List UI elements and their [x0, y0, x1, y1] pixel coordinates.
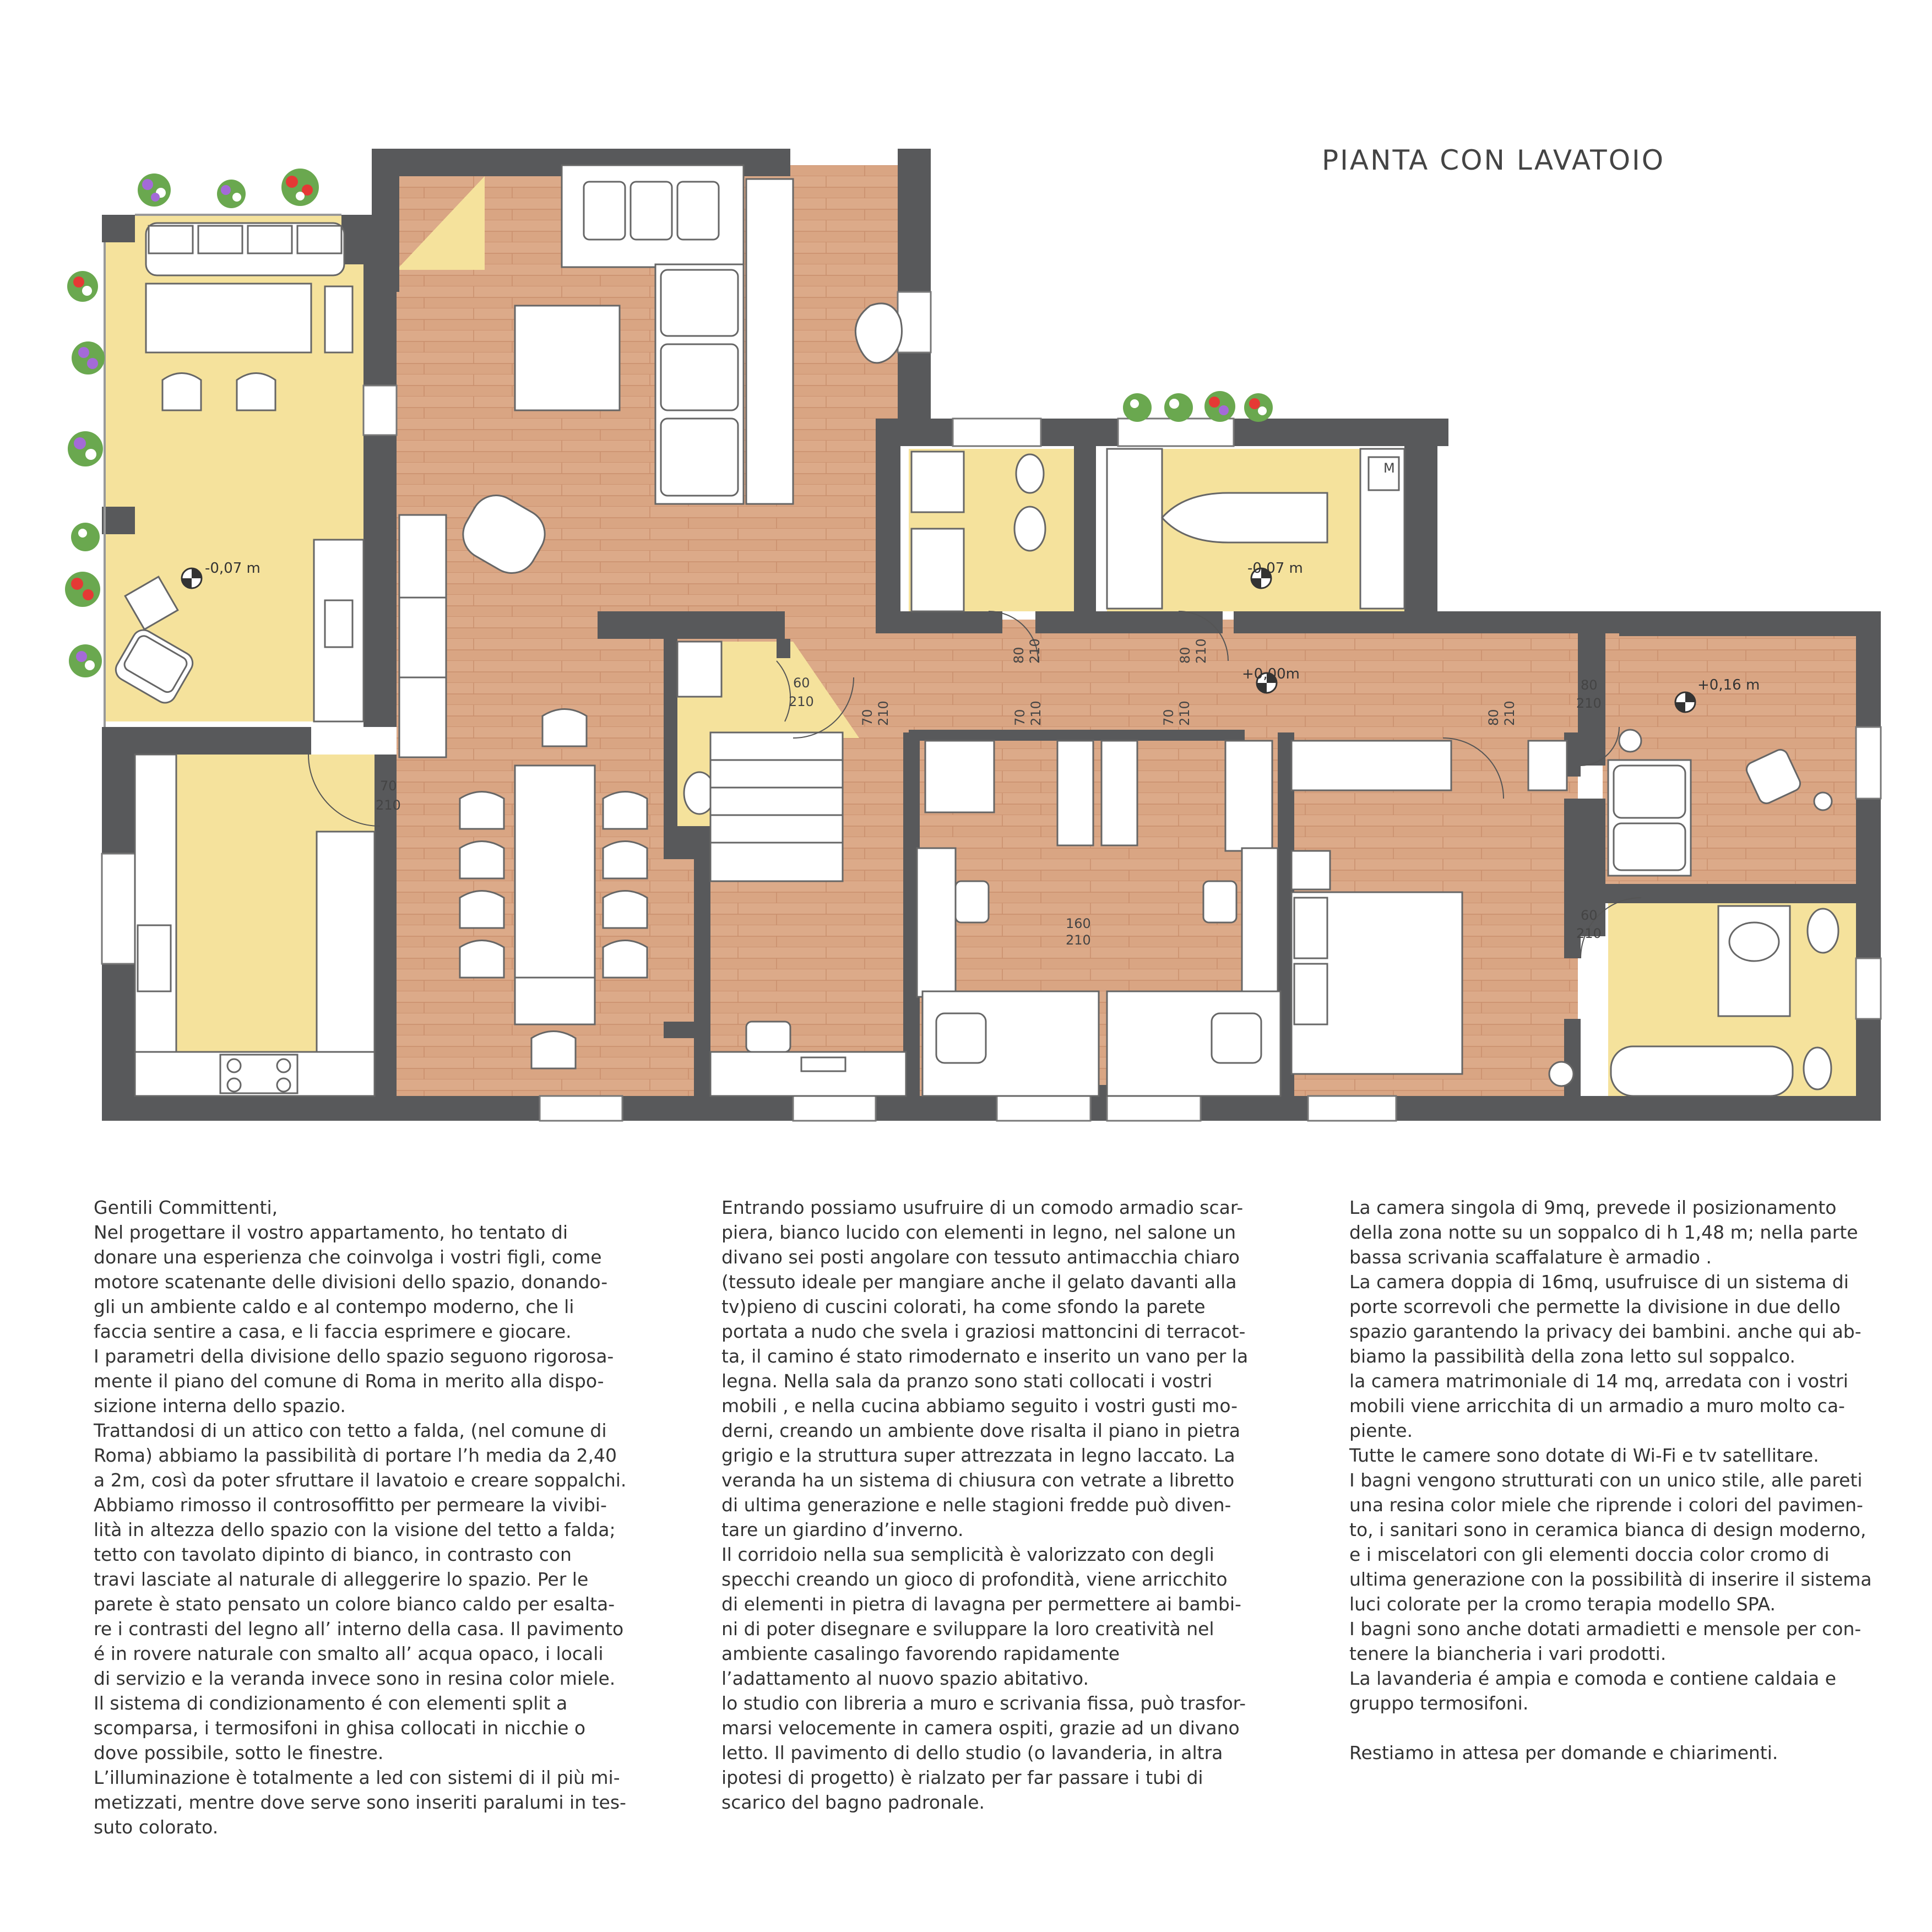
plant-icon — [281, 169, 319, 206]
plant-icon — [1164, 393, 1193, 422]
door-master-height: 210 — [1502, 701, 1517, 726]
window — [540, 1096, 622, 1121]
window — [1107, 1096, 1201, 1121]
wall — [777, 639, 790, 658]
washbasin — [911, 452, 964, 512]
page-title: PIANTA CON LAVATOIO — [1322, 144, 1665, 176]
door-laundry-width: 80 — [1177, 647, 1193, 664]
bench-cushion — [248, 226, 292, 253]
veranda-chair — [237, 373, 275, 411]
wall — [1234, 611, 1619, 633]
dining-chair — [460, 941, 504, 978]
wardrobe — [1057, 741, 1093, 845]
wall — [102, 507, 135, 534]
door-single-width: 70 — [1012, 709, 1028, 726]
sofa-cushion — [1614, 823, 1685, 870]
monitor — [801, 1057, 845, 1071]
wall — [102, 1096, 1881, 1121]
door-bath-left-width: 80 — [1011, 647, 1027, 664]
floor-lamp — [1814, 793, 1832, 810]
plant-icon — [68, 431, 103, 466]
dining-table — [515, 766, 595, 1024]
wall — [1856, 611, 1881, 1099]
plant-icon — [217, 180, 246, 208]
wall — [598, 611, 785, 639]
basin — [1729, 922, 1779, 961]
dining-chair — [460, 792, 504, 829]
plant-icon — [1244, 393, 1273, 422]
door-master-width: 80 — [1486, 709, 1501, 726]
level-veranda: -0,07 m — [205, 560, 261, 577]
dining-island — [515, 306, 620, 410]
kitchen-sink — [138, 925, 171, 991]
shoe-cabinet — [746, 179, 793, 504]
wall — [1564, 1019, 1581, 1099]
shower — [677, 642, 721, 697]
wall — [898, 352, 931, 419]
level-corridor: +0,00m — [1242, 666, 1300, 682]
sofa-cushion — [661, 270, 738, 336]
sofa-cushion — [661, 419, 738, 496]
bath-lamp — [1549, 1062, 1573, 1086]
veranda-side-shelf — [325, 286, 352, 352]
pillow — [1212, 1013, 1261, 1063]
window — [363, 386, 397, 435]
description-column-1: Gentili Committenti, Nel progettare il vostro appartamento, ho tentato di donare una esperienza che coinvolga i vostri figli, come motore scatenante delle divisioni dello spazio, donando- gli un ambiente caldo e al contempo moderno, che li faccia sentire a casa, e li faccia esprimere e giocare. I parametri della divisione dello spazio seguono rigorosa- mente il piano del comune di Roma in merito alla dispo- sizione interna dello spazio. Trattandosi di un attico con tetto a falda, (nel comune di Roma) abbiamo la passibilità di portare l’h media da 2,40 a 2m, così da poter sfruttare il lavatoio e creare soppalchi. Abbiamo rimosso il controsoffitto per permeare la vivibi- lità in altezza dello spazio con la visione del tetto a falda; tetto con tavolato dipinto di bianco, in contrasto con travi lasciate al naturale di alleggerire lo spazio. Per le parete è stato pensato un colore bianco caldo per esalta- re i contrasti del legno all’ interno della casa. Il pavimento é in rovere naturale con smalto all’ acqua opaco, i locali di servizio e la veranda invece sono in resina color miele. Il sistema di condizionamento é con elementi split a scomparsa, i termosifoni in ghisa collocati in nicchie o dove possibile, sotto le finestre. L’illuminazione è totalmente a led con sistemi di il più mi- metizzati, mentre dove serve sono inseriti paralumi in tes- suto colorato. — [94, 1197, 627, 1838]
stairs — [710, 732, 843, 881]
door-single-height: 210 — [1028, 701, 1044, 726]
wardrobe — [1101, 741, 1137, 845]
dining-chair — [531, 1032, 576, 1069]
wall — [363, 264, 397, 386]
bench-cushion — [198, 226, 242, 253]
window — [102, 854, 135, 964]
dining-chair — [542, 709, 587, 747]
sofa-cushion — [677, 182, 719, 240]
door-stair-width: 70 — [860, 709, 875, 726]
bathtub — [1611, 1046, 1793, 1096]
toilet — [1808, 909, 1838, 953]
laundry-boiler-label: M — [1383, 460, 1395, 476]
nightstand — [1291, 851, 1330, 889]
wall — [1035, 611, 1223, 633]
wardrobe — [1225, 741, 1272, 851]
dining-chair — [603, 891, 647, 929]
desk-chair — [956, 881, 989, 922]
window — [953, 419, 1041, 446]
burner — [277, 1059, 290, 1072]
level-marker-icon — [182, 568, 202, 588]
desk — [1242, 848, 1278, 997]
sofa-cushion — [584, 182, 625, 240]
door-kitchen-width: 70 — [380, 778, 397, 794]
door-bath-small-height: 210 — [789, 694, 814, 709]
plant-icon — [69, 644, 102, 677]
level-marker-icon — [1675, 692, 1695, 712]
door-bath-master-height: 210 — [1576, 926, 1602, 941]
wall — [363, 435, 397, 727]
sofa-cushion — [631, 182, 672, 240]
plant-icon — [72, 341, 105, 375]
wall — [898, 149, 931, 292]
level-study: +0,16 m — [1697, 677, 1760, 693]
door-bath-small-width: 60 — [793, 675, 810, 691]
wall — [892, 611, 1002, 633]
pillow — [936, 1013, 986, 1063]
ironing-board — [1162, 493, 1327, 542]
dining-chair — [460, 842, 504, 879]
door-double-height: 210 — [1177, 701, 1192, 726]
sliding-door-width: 160 — [1066, 916, 1091, 931]
desk — [917, 848, 956, 997]
wall — [1074, 419, 1096, 611]
dining-chair — [603, 941, 647, 978]
plant-icon — [1204, 391, 1235, 422]
pillow — [1294, 964, 1327, 1024]
bidet — [1804, 1048, 1831, 1089]
plant-icon — [138, 173, 171, 207]
door-bath-master-width: 60 — [1581, 908, 1598, 923]
wall — [1619, 611, 1873, 636]
sofa-cushion — [661, 344, 738, 410]
window — [793, 1096, 876, 1121]
bench-cushion — [297, 226, 341, 253]
wall — [664, 639, 677, 843]
bench-cushion — [149, 226, 193, 253]
door-study-height: 210 — [1576, 696, 1602, 711]
burner — [227, 1078, 241, 1092]
description-column-3: La camera singola di 9mq, prevede il posizionamento della zona notte su un soppalco di h 1,48 m; nella parte bassa scrivania scaffalature è armadio . La camera doppia di 16mq, usufruisce di un sistema di porte scorrevoli che permette la divisione in due dello spazio garantendo la privacy dei bambini. anche qui ab- biamo la passibilità della zona letto sul soppalco. la camera matrimoniale di 14 mq, arredata con i vostri mobili viene arricchita di un armadio a muro molto ca- piente. Tutte le camere sono dotate di Wi-Fi e tv satellitare. I bagni vengono strutturati con un unico stile, alle pareti una resina color miele che riprende i colori del pavimen- to, i sanitari sono in ceramica bianca di design moderno, e i miscelatori con gli elementi doccia color cromo di ultima generazione con la possibilità di inserire il sistema luci colorate per la cromo terapia modello SPA. I bagni sono anche dotati armadietti e mensole per con- tenere la biancheria i vari prodotti. La lavanderia é ampia e comoda e contiene caldaia e gruppo termosifoni. Restiamo in attesa per domande e chiarimenti. — [1349, 1197, 1872, 1763]
wardrobe — [1528, 741, 1567, 790]
plant-icon — [71, 523, 100, 551]
study-chair — [746, 1022, 790, 1052]
sofa-cushion — [1614, 766, 1685, 818]
wall — [102, 727, 311, 755]
wall — [1404, 419, 1437, 611]
description-column-2: Entrando possiamo usufruire di un comodo armadio scar- piera, bianco lucido con elementi in legno, nel salone un divano sei posti angolare con tessuto antimacchia chiaro (tessuto ideale per mangiare anche il gelato davanti alla tv)pieno di cuscini colorati, ha come sfondo la parete portata a nudo che svela i graziosi mattoncini di terracot- ta, il camino é stato rimodernato e inserito un vano per la legna. Nella sala da pranzo sono stati collocati i vostri mobili , e nella cucina abbiamo seguito i vostri gusti mo- derni, creando un ambiente dove risalta il piano in pietra grigio e la struttura super attrezzata in legno laccato. La veranda ha un sistema di chiusura con vetrate a libretto di ultima generazione e nelle stagioni fredde può diven- tare un giardino d’inverno. Il corridoio nella sua semplicità è valorizzato con degli specchi creando un gioco di profondità, viene arricchito di elementi in pietra di lavagna per permettere ai bambi- ni di poter disegnare e sviluppare la loro creatività nel ambiente casalingo favorendo rapidamente l’adattamento al nuovo spazio abitativo. lo studio con libreria a muro e scrivania fissa, può trasfor- marsi velocemente in camera ospiti, grazie ad un divano letto. Il pavimento di dello studio (o lavanderia, in altra ipotesi di progetto) è rialzato per far passare i tubi di scarico del bagno padronale. — [721, 1197, 1249, 1813]
wall — [102, 215, 135, 242]
door-bath-left-height: 210 — [1027, 638, 1043, 664]
plant-icon — [67, 271, 98, 302]
desk-chair — [1203, 881, 1236, 922]
door-stair-height: 210 — [876, 701, 891, 726]
sink — [325, 600, 352, 647]
dining-chair — [460, 891, 504, 929]
plant-icon — [65, 572, 100, 607]
laundry-shelf — [1107, 449, 1162, 609]
burner — [227, 1059, 241, 1072]
dining-chair — [603, 842, 647, 879]
plant-icon — [1123, 393, 1152, 422]
burner — [277, 1078, 290, 1092]
wall — [909, 730, 1245, 741]
wall — [1603, 884, 1856, 903]
sliding-door-height: 210 — [1066, 932, 1091, 948]
wardrobe — [925, 741, 994, 812]
wall — [876, 419, 900, 633]
door-double-width: 70 — [1161, 709, 1176, 726]
kitchen-column — [317, 832, 375, 1052]
window — [1856, 958, 1881, 1019]
door-kitchen-height: 210 — [376, 797, 401, 813]
veranda-chair — [162, 373, 201, 411]
window — [1118, 419, 1234, 446]
window — [898, 292, 931, 352]
tv-unit — [399, 515, 446, 757]
veranda-table — [146, 284, 311, 352]
wall — [341, 215, 375, 264]
window — [1856, 727, 1881, 799]
pillow — [1294, 898, 1327, 958]
walk-in-wardrobe — [1291, 741, 1451, 790]
shower-tray — [911, 529, 964, 611]
toilet — [1014, 507, 1045, 551]
door-laundry-height: 210 — [1193, 638, 1209, 664]
level-laundry: -0,07 m — [1247, 560, 1303, 577]
window — [1308, 1096, 1396, 1121]
dining-chair — [603, 792, 647, 829]
lamp — [1619, 730, 1641, 752]
door-study-width: 80 — [1581, 677, 1598, 693]
wall — [694, 843, 710, 1096]
window — [997, 1096, 1090, 1121]
bidet — [1016, 454, 1044, 493]
